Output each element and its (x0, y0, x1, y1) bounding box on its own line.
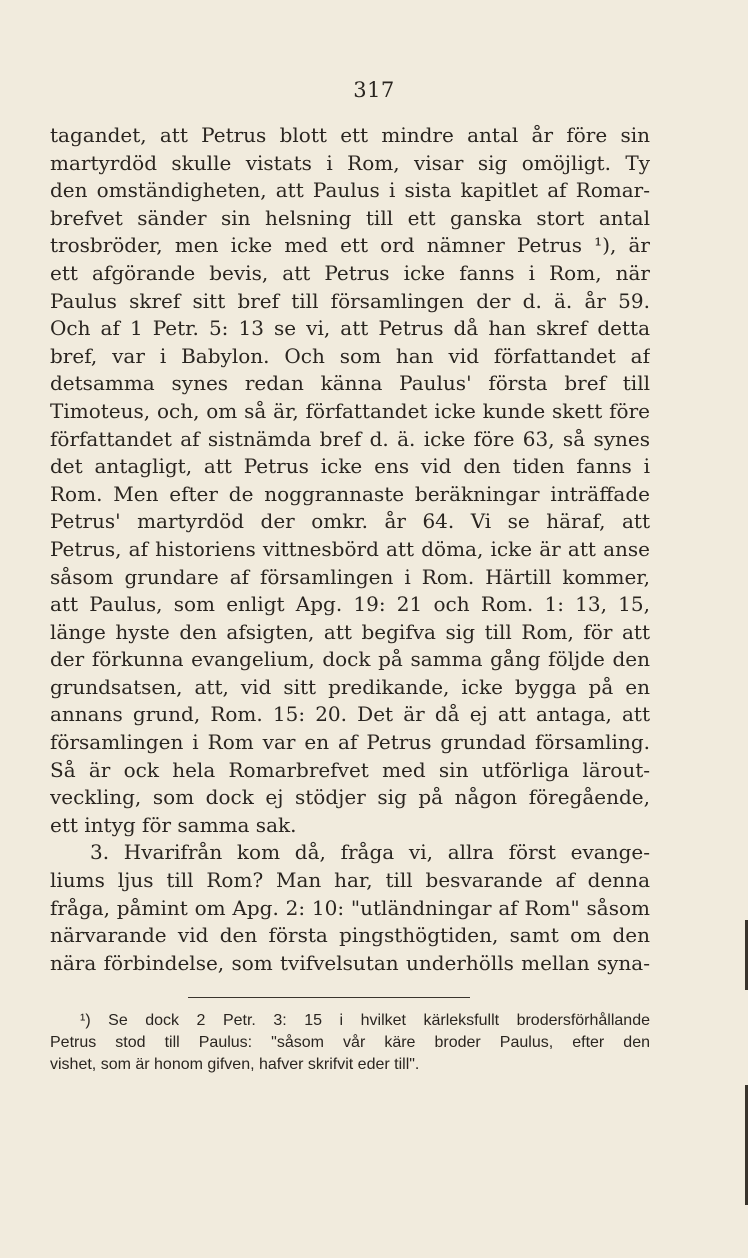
text-line: grundsatsen, att, vid sitt predikande, icke bygga på en (50, 674, 650, 699)
text-line: trosbröder, men icke med ett ord nämner Petrus ¹), är (50, 233, 650, 258)
text-line: Paulus skref sitt bref till församlingen der d. ä. år 59. (50, 288, 650, 313)
footnote-line: vishet, som är honom gifven, hafver skrifvit eder till". (50, 1056, 420, 1073)
footnote-divider (188, 997, 470, 998)
text-line: ett afgörande bevis, att Petrus icke fanns i Rom, när (50, 260, 650, 285)
text-line: att Paulus, som enligt Apg. 19: 21 och Rom. 1: 13, 15, (50, 592, 650, 617)
footnotes (50, 1010, 650, 1076)
text-line: Rom. Men efter de noggrannaste beräkningar inträffade (50, 481, 650, 506)
footnote-line: Petrus stod till Paulus: "såsom vår käre broder Paulus, efter den (50, 1034, 650, 1051)
text-line: der förkunna evangelium, dock på samma gång följde den (50, 647, 650, 672)
page-number: 317 (353, 78, 395, 102)
text-line: annans grund, Rom. 15: 20. Det är då ej att antaga, att (50, 702, 650, 727)
text-line: tagandet, att Petrus blott ett mindre antal år före sin (50, 123, 650, 147)
text-line: Timoteus, och, om så är, författandet icke kunde skett före (50, 398, 650, 423)
text-line: liums ljus till Rom? Man har, till besvarande af denna (50, 868, 650, 893)
text-line: församlingen i Rom var en af Petrus grundad församling. (50, 730, 650, 755)
text-line: martyrdöd skulle vistats i Rom, visar sig omöjligt. Ty (50, 150, 650, 175)
text-line: detsamma synes redan känna Paulus' första bref till (50, 371, 650, 396)
text-line: Så är ock hela Romarbrefvet med sin utförliga lärout- (50, 757, 650, 782)
text-line: närvarande vid den första pingsthögtiden, samt om den (50, 923, 650, 948)
text-line: det antagligt, att Petrus icke ens vid den tiden fanns i (50, 454, 650, 479)
footnote-line: ¹) Se dock 2 Petr. 3: 15 i hvilket kärleksfullt brodersförhållande (80, 1012, 650, 1029)
text-line: nära förbindelse, som tvifvelsutan underhölls mellan syna- (50, 950, 650, 975)
text-line: bref, var i Babylon. Och som han vid författandet af (50, 343, 650, 368)
text-line: fråga, påmint om Apg. 2: 10: "utländningar af Rom" såsom (50, 895, 650, 920)
text-line: författandet af sistnämda bref d. ä. icke före 63, så synes (50, 426, 650, 451)
text-line: ett intyg för samma sak. (50, 812, 297, 837)
text-line: såsom grundare af församlingen i Rom. Härtill kommer, (50, 564, 650, 589)
text-line: 3. Hvarifrån kom då, fråga vi, allra först evange- (90, 840, 650, 865)
text-line: Och af 1 Petr. 5: 13 se vi, att Petrus då han skref detta (50, 316, 650, 341)
text-line: länge hyste den afsigten, att begifva sig till Rom, för att (50, 619, 650, 644)
text-line: Petrus, af historiens vittnesbörd att döma, icke är att anse (50, 536, 650, 561)
text-line: Petrus' martyrdöd der omkr. år 64. Vi se häraf, att (50, 509, 650, 534)
body-text (50, 122, 650, 977)
text-line: brefvet sänder sin helsning till ett ganska stort antal (50, 205, 650, 230)
text-line: den omständigheten, att Paulus i sista kapitlet af Romar- (50, 178, 650, 203)
text-line: veckling, som dock ej stödjer sig på någon föregående, (50, 785, 650, 810)
